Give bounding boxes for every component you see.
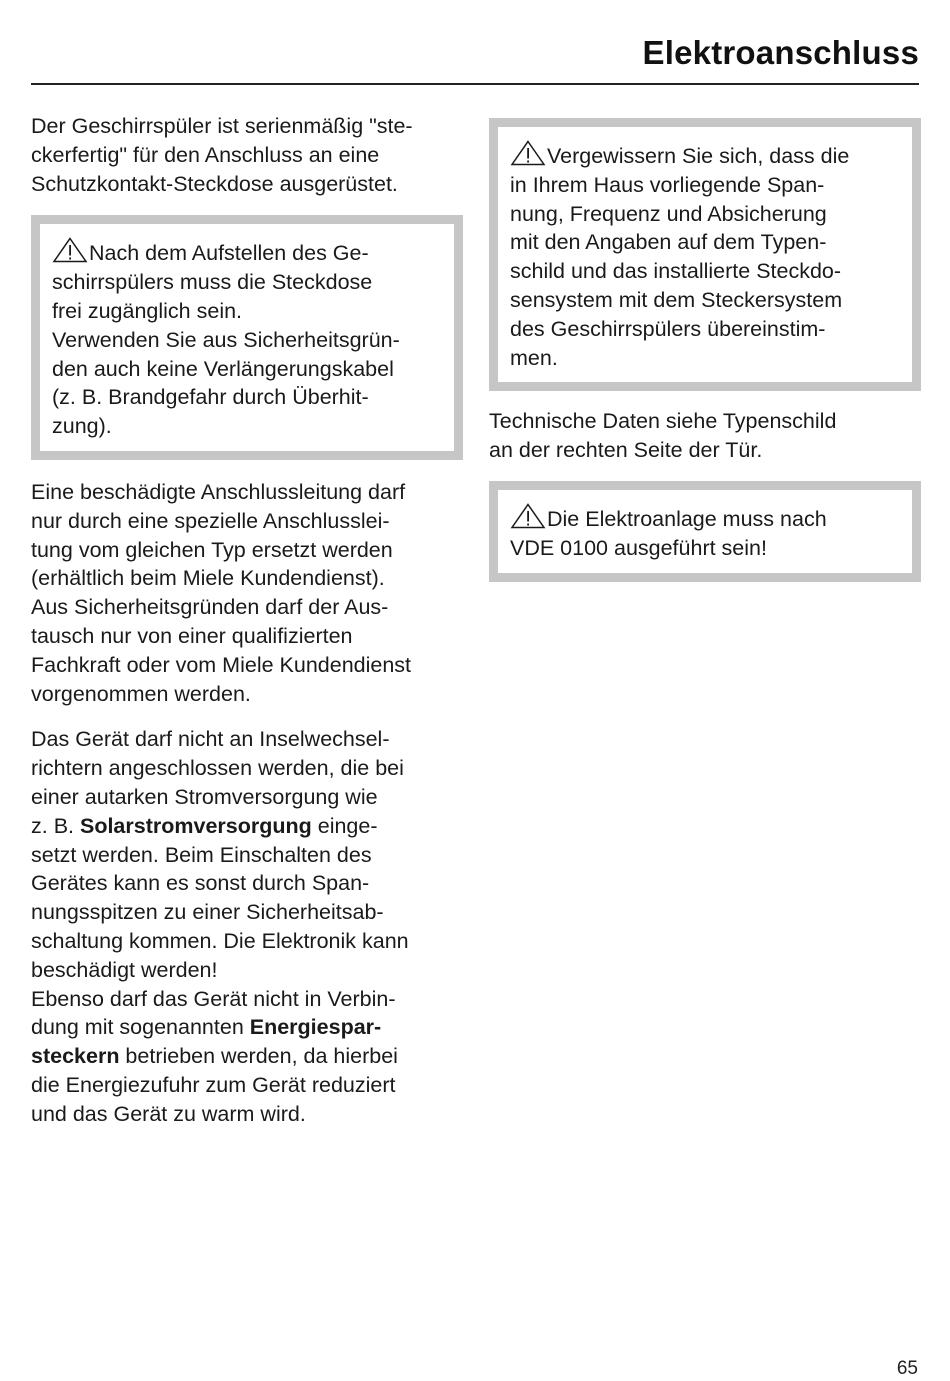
text-line: z. B. Solarstromversorgung einge-: [31, 813, 378, 838]
warning-box-voltage: [489, 118, 921, 391]
text-line: in Ihrem Haus vorliegende Span-: [510, 172, 825, 197]
text-line: nungsspitzen zu einer Sicherheitsab-: [31, 900, 384, 925]
text-line: Verwenden Sie aus Sicherheitsgrün-: [52, 327, 400, 352]
left-column: [31, 112, 463, 1129]
text-line: an der rechten Seite der Tür.: [489, 438, 763, 463]
warning-triangle-icon: [52, 237, 88, 263]
cable-paragraph: [31, 478, 463, 708]
text-line: schaltung kommen. Die Elektronik kann: [31, 928, 409, 953]
text-line: setzt werden. Beim Einschalten des: [31, 842, 372, 867]
emphasis-solar: Solarstromversorgung: [79, 813, 312, 838]
warning-text-first: Vergewissern Sie sich, dass die: [547, 144, 850, 168]
text-line: tung vom gleichen Typ ersetzt werden: [31, 537, 393, 562]
text-line: nung, Frequenz und Absicherung: [510, 201, 827, 226]
inverter-paragraph: [31, 725, 463, 1128]
text-line: Aus Sicherheitsgründen darf der Aus-: [31, 595, 389, 620]
warning-triangle-icon: [510, 140, 546, 166]
text-line: den auch keine Verlängerungskabel: [52, 356, 394, 381]
text-line: Der Geschirrspüler ist serienmäßig "ste-: [31, 114, 413, 138]
text-line: Ebenso darf das Gerät nicht in Verbin-: [31, 986, 396, 1011]
text-line: tausch nur von einer qualifizierten: [31, 623, 353, 648]
warning-triangle-icon: [510, 503, 546, 529]
text-line: Technische Daten siehe Typenschild: [489, 409, 837, 434]
text-line: [52, 237, 442, 268]
text-line: schild und das installierte Steckdo-: [510, 259, 842, 284]
text-line: richtern angeschlossen werden, die bei: [31, 756, 404, 781]
text-line: ckerfertig" für den Anschluss an eine: [31, 142, 380, 167]
text-line: die Energiezufuhr zum Gerät reduziert: [31, 1072, 396, 1097]
text-line: Schutzkontakt-Steckdose ausgerüstet.: [31, 171, 398, 196]
text-line: vorgenommen werden.: [31, 681, 251, 706]
warning-text-first: Nach dem Aufstellen des Ge-: [89, 241, 369, 266]
intro-paragraph: [31, 112, 463, 198]
text-line: des Geschirrspülers übereinstim-: [510, 316, 826, 341]
text-line: [510, 503, 900, 534]
emphasis-energy-saver: Energiespar-: [249, 1015, 382, 1040]
page-number: 65: [896, 1358, 918, 1379]
text-line: Gerätes kann es sonst durch Span-: [31, 871, 370, 896]
emphasis-plugs: steckern: [31, 1044, 120, 1069]
page-title: Elektroanschluss: [642, 34, 919, 71]
text-line: dung mit sogenannten Energiespar-: [31, 1015, 382, 1040]
header-divider: [31, 83, 919, 85]
warning-box-socket: [31, 215, 463, 460]
text-line: (z. B. Brandgefahr durch Überhit-: [52, 385, 369, 410]
text-line: Eine beschädigte Anschlussleitung darf: [31, 479, 406, 504]
text-line: men.: [510, 345, 558, 370]
text-line: Das Gerät darf nicht an Inselwechsel-: [31, 727, 390, 752]
text-line: Fachkraft oder vom Miele Kundendienst: [31, 652, 412, 677]
text-line: beschädigt werden!: [31, 957, 218, 982]
text-line: steckern betrieben werden, da hierbei: [31, 1044, 398, 1069]
text-line: einer autarken Stromversorgung wie: [31, 784, 378, 809]
text-line: VDE 0100 ausgeführt sein!: [510, 535, 767, 560]
text-line: (erhältlich beim Miele Kundendienst).: [31, 566, 385, 591]
text-line: sensystem mit dem Steckersystem: [510, 287, 843, 312]
text-line: frei zugänglich sein.: [52, 298, 243, 323]
text-line: schirrspülers muss die Steckdose: [52, 270, 373, 295]
text-line: [510, 140, 900, 171]
warning-box-vde: [489, 481, 921, 582]
text-line: nur durch eine spezielle Anschlusslei-: [31, 508, 390, 533]
text-line: zung).: [52, 414, 112, 439]
technical-data-paragraph: [489, 407, 921, 465]
right-column: [489, 118, 921, 582]
warning-text-first: Die Elektroanlage muss nach: [547, 506, 827, 531]
text-line: und das Gerät zu warm wird.: [31, 1101, 306, 1126]
text-line: mit den Angaben auf dem Typen-: [510, 230, 827, 255]
